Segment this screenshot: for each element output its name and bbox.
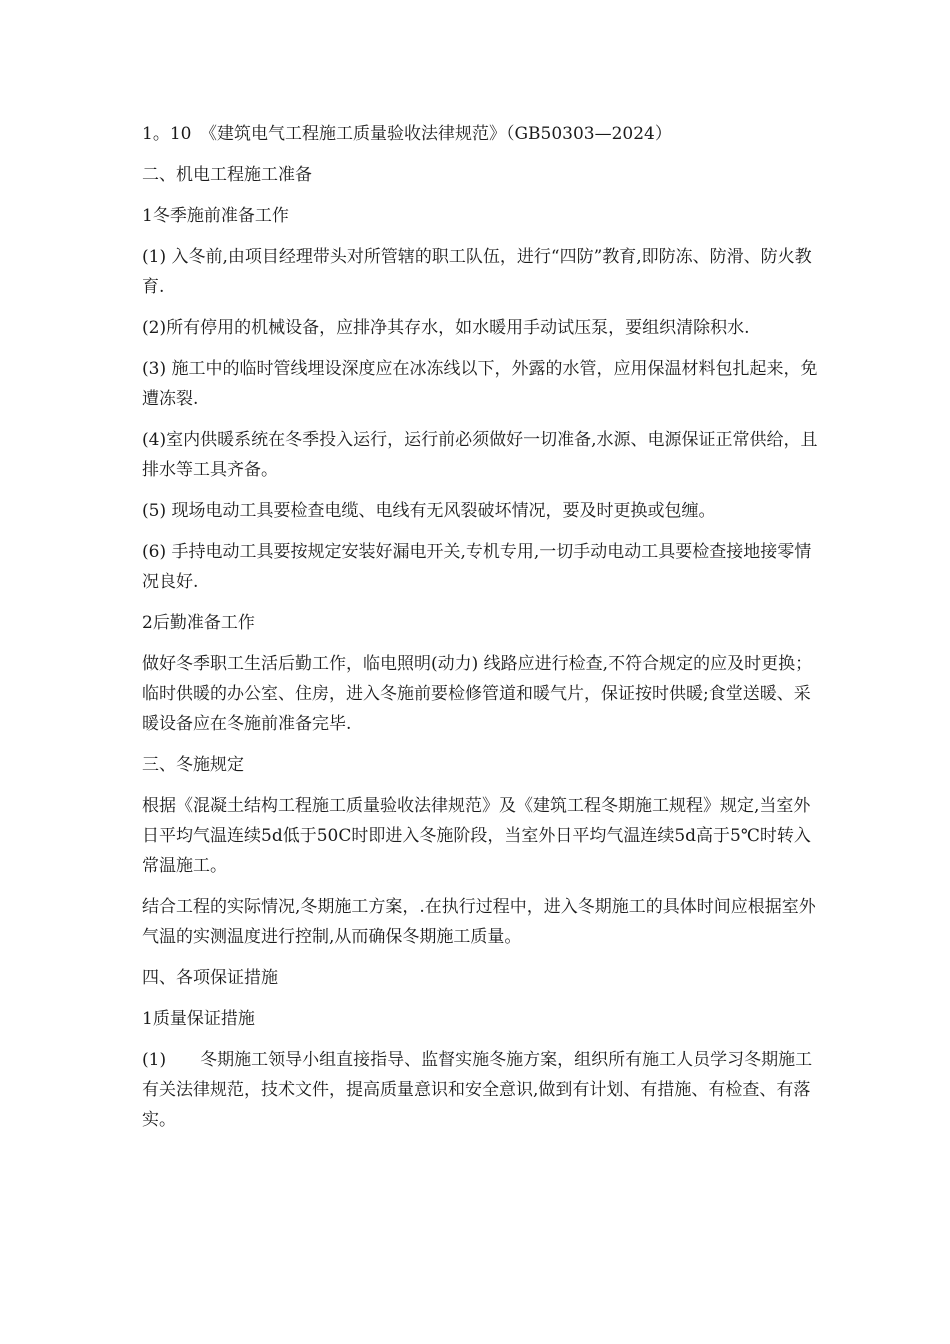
- paragraph-logistics: 做好冬季职工生活后勤工作，临电照明(动力) 线路应进行检查,不符合规定的应及时更换；临时供暖的办公室、住房，进入冬施前要检修管道和暖气片，保证按时供暖;食堂送暖、采暖设备应在冬施前准备完毕.: [142, 654, 813, 734]
- paragraph-item-3: (3) 施工中的临时管线埋设深度应在冰冻线以下，外露的水管，应用保温材料包扎起来，免遭冻裂.: [142, 359, 818, 409]
- paragraph-item-5: (5) 现场电动工具要检查电缆、电线有无风裂破坏情况，要及时更换或包缠。: [142, 501, 716, 521]
- paragraph-item-2: (2)所有停用的机械设备，应排净其存水，如水暖用手动试压泵，要组织清除积水.: [142, 318, 750, 338]
- section-heading-3: 三、冬施规定: [142, 755, 244, 775]
- subheading-winter-prep: 1冬季施前准备工作: [142, 206, 289, 226]
- paragraph-item-6: (6) 手持电动工具要按规定安装好漏电开关,专机专用,一切手动电动工具要检查接地接零情况良好.: [142, 542, 812, 592]
- paragraph-item-4: (4)室内供暖系统在冬季投入运行，运行前必须做好一切准备,水源、电源保证正常供给，且排水等工具齐备。: [142, 430, 818, 480]
- paragraph-regulation: 根据《混凝土结构工程施工质量验收法律规范》及《建筑工程冬期施工规程》规定,当室外日平均气温连续5d低于50C时即进入冬施阶段，当室外日平均气温连续5d高于5℃时转入常温施工。: [142, 796, 811, 876]
- paragraph-standard-ref: 1。10 《建筑电气工程施工质量验收法律规范》（GB50303—2024）: [142, 124, 672, 144]
- subheading-quality: 1质量保证措施: [142, 1009, 255, 1029]
- paragraph-combination: 结合工程的实际情况,冬期施工方案，.在执行过程中，进入冬期施工的具体时间应根据室外气温的实测温度进行控制,从而确保冬期施工质量。: [142, 897, 816, 947]
- paragraph-item-1: (1) 入冬前,由项目经理带头对所管辖的职工队伍，进行“四防”教育,即防冻、防滑、防火教育.: [142, 247, 812, 297]
- document-body: [142, 119, 822, 1146]
- section-heading-4: 四、各项保证措施: [142, 968, 278, 988]
- section-heading-2: 二、机电工程施工准备: [142, 165, 312, 185]
- subheading-logistics: 2后勤准备工作: [142, 613, 255, 633]
- paragraph-quality-item-1: (1) 冬期施工领导小组直接指导、监督实施冬施方案，组织所有施工人员学习冬期施工有关法律规范，技术文件，提高质量意识和安全意识,做到有计划、有措施、有检查、有落实。: [142, 1050, 813, 1130]
